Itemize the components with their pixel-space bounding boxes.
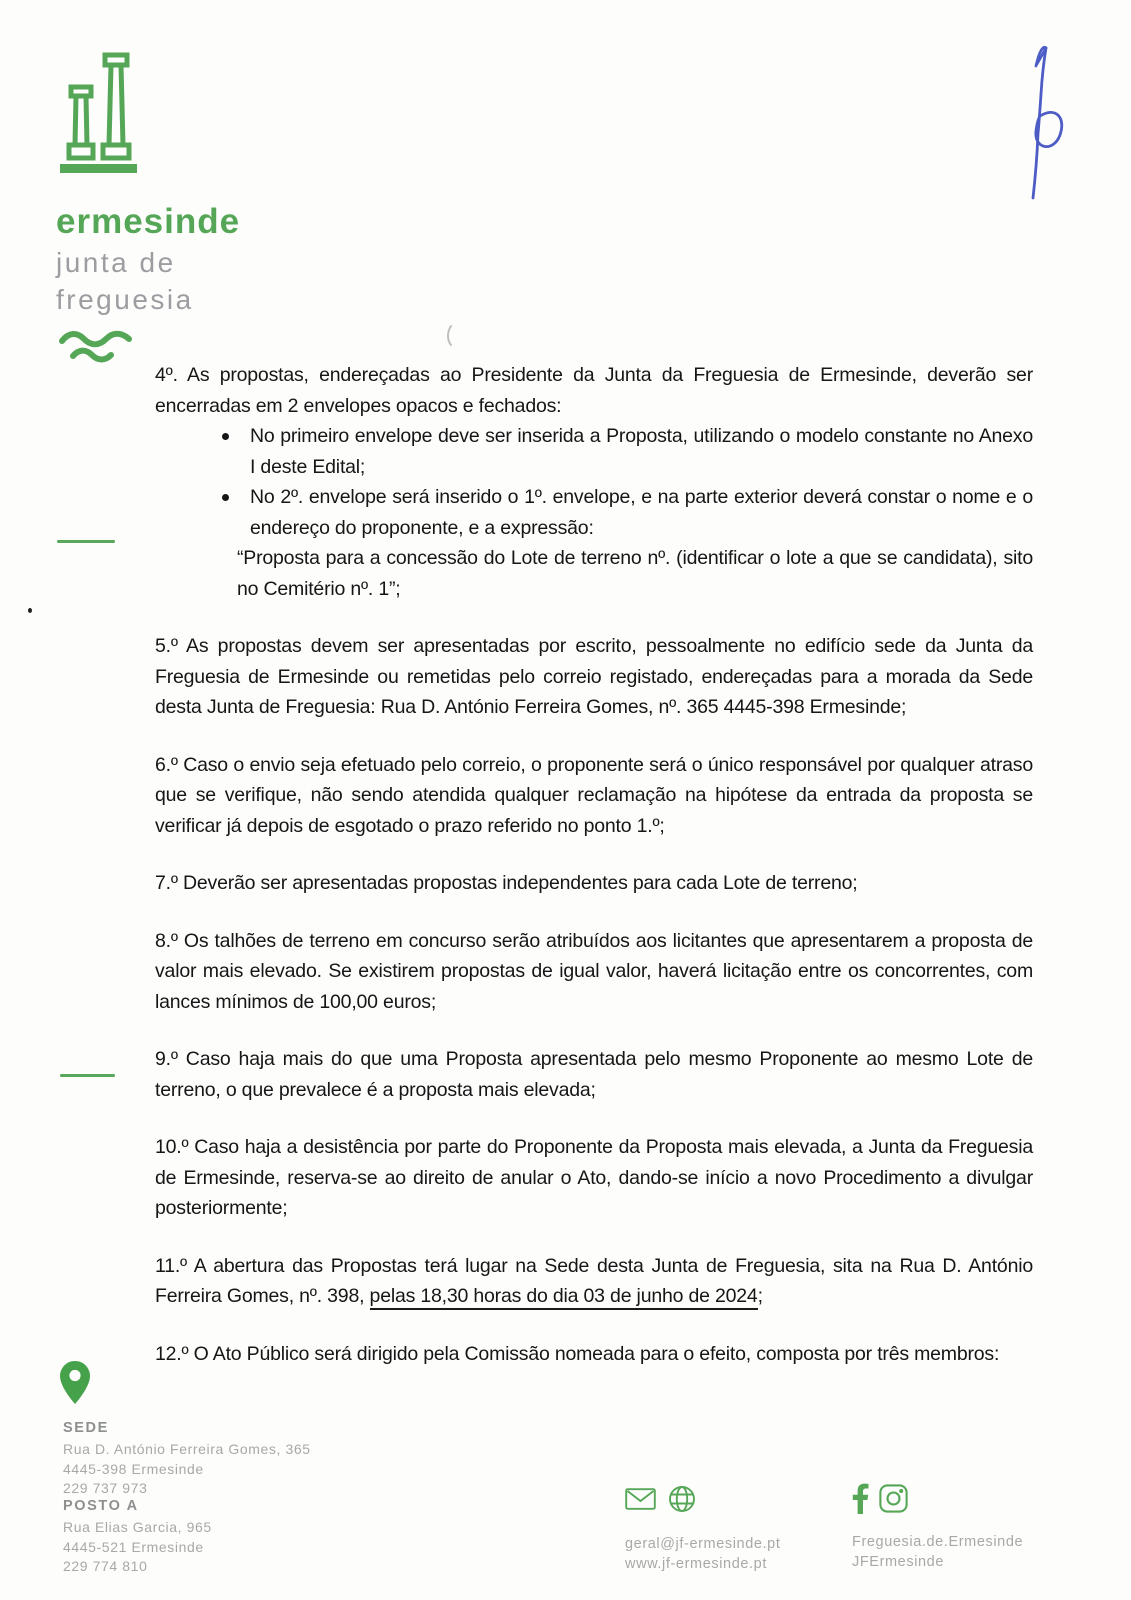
instagram-icon bbox=[879, 1484, 908, 1513]
paragraph-5: 5.º As propostas devem ser apresentadas por escrito, pessoalmente no edifício sede da Junta da Freguesia de Ermesinde ou remetidas pelo correio registado, endereçadas para a morada da Sede desta Junta de Freguesia: Rua D. António Ferreira Gomes, nº. 365 4445-398 Ermesinde; bbox=[155, 635, 1033, 718]
footer-contact-block bbox=[625, 1484, 780, 1574]
footer-facebook-handle: Freguesia.de.Ermesinde bbox=[852, 1534, 1024, 1550]
paragraph-12: 12.º O Ato Público será dirigido pela Comissão nomeada para o efeito, composta por três membros: bbox=[155, 1342, 1000, 1365]
footer-social-block bbox=[852, 1482, 1023, 1572]
bullet-item-2 bbox=[155, 482, 1033, 543]
paragraph-4-intro: 4º. As propostas, endereçadas ao Presidente da Junta da Freguesia de Ermesinde, deverão ser encerradas em 2 envelopes opacos e fechados: bbox=[155, 364, 1033, 417]
margin-mark bbox=[57, 540, 115, 543]
sede-phone: 229 737 973 bbox=[63, 1480, 148, 1496]
columns-icon bbox=[60, 52, 140, 192]
logo-brand: ermesinde bbox=[56, 202, 241, 241]
footer-email: geral@jf-ermesinde.pt bbox=[625, 1536, 781, 1552]
paragraph-6: 6.º Caso o envio seja efetuado pelo correio, o proponente será o único responsável por qualquer atraso que se verifique, não sendo atendida qualquer reclamação na hipótese da entrada da proposta se verificar já depois de esgotado o prazo referido no ponto 1.º; bbox=[155, 753, 1033, 837]
paragraph-8: 8.º Os talhões de terreno em concurso serão atribuídos aos licitantes que apresentarem a proposta de valor mais elevado. Se existirem propostas de igual valor, haverá licitação entre os concorrentes, com lances mínimos de 100,00 euros; bbox=[155, 929, 1033, 1013]
handwritten-initials bbox=[1018, 40, 1078, 210]
footer-website: www.jf-ermesinde.pt bbox=[625, 1556, 767, 1572]
footer-instagram-handle: JFErmesinde bbox=[852, 1554, 945, 1570]
bullet-icon bbox=[222, 494, 229, 501]
paragraph-9: 9.º Caso haja mais do que uma Proposta apresentada pelo mesmo Proponente ao mesmo Lote de terreno, o que prevalece é a proposta mais elevada; bbox=[155, 1048, 1033, 1101]
globe-icon bbox=[668, 1485, 696, 1513]
sede-address-line2: 4445-398 Ermesinde bbox=[63, 1460, 204, 1477]
ground-bar bbox=[60, 164, 137, 173]
paragraph-10: 10.º Caso haja a desistência por parte do Proponente da Proposta mais elevada, a Junta da Freguesia de Ermesinde, reserva-se ao direito de anular o Ato, dando-se início a novo Procedimento a divulgar posteriormente; bbox=[155, 1136, 1033, 1219]
paragraph-11-underlined-date: pelas 18,30 horas do dia 03 de junho de 2024 bbox=[370, 1285, 758, 1310]
bullet-2-text: No 2º. envelope será inserido o 1º. envelope, e na parte exterior deverá constar o nome e o endereço do proponente, e a expressão: bbox=[250, 486, 1033, 539]
logo-block bbox=[56, 52, 316, 364]
logo-subtitle-line2: freguesia bbox=[56, 284, 194, 315]
posto-address-line2: 4445-521 Ermesinde bbox=[63, 1538, 204, 1555]
bullet-1-text: No primeiro envelope deve ser inserida a Proposta, utilizando o modelo constante no Anexo I deste Edital; bbox=[250, 425, 1033, 478]
paragraph-11-text: 11.º A abertura das Propostas terá lugar na Sede desta Junta de Freguesia, sita na Rua D. António Ferreira Gomes, nº. 398, bbox=[155, 1254, 1033, 1307]
paragraph-11 bbox=[155, 1251, 1033, 1312]
scan-artifact bbox=[442, 324, 456, 348]
bullet-item-1 bbox=[155, 421, 1033, 482]
sede-title: SEDE bbox=[63, 1420, 109, 1436]
paragraph-7: 7.º Deverão ser apresentadas propostas independentes para cada Lote de terreno; bbox=[155, 872, 858, 894]
margin-mark bbox=[60, 1074, 115, 1077]
ink-speck bbox=[28, 608, 32, 613]
sede-address-line1: Rua D. António Ferreira Gomes, 365 bbox=[63, 1441, 311, 1457]
document-body bbox=[155, 360, 1033, 1396]
email-icon bbox=[625, 1488, 656, 1510]
waves-icon bbox=[58, 328, 142, 364]
posto-address-line1: Rua Elias Garcia, 965 bbox=[63, 1519, 212, 1535]
posto-phone: 229 774 810 bbox=[63, 1558, 148, 1574]
posto-title: POSTO A bbox=[63, 1498, 139, 1514]
bullet-icon bbox=[222, 433, 229, 440]
footer-sede-block bbox=[63, 1420, 311, 1499]
logo-subtitle-line1: junta de bbox=[56, 247, 176, 278]
envelope-quote-text: “Proposta para a concessão do Lote de terreno nº. (identificar o lote a que se candidata), sito no Cemitério nº. 1”; bbox=[237, 547, 1033, 600]
paragraph-11-end: ; bbox=[757, 1285, 763, 1307]
footer-posto-block bbox=[63, 1498, 212, 1577]
facebook-icon bbox=[852, 1483, 869, 1514]
location-pin-icon bbox=[59, 1360, 91, 1406]
